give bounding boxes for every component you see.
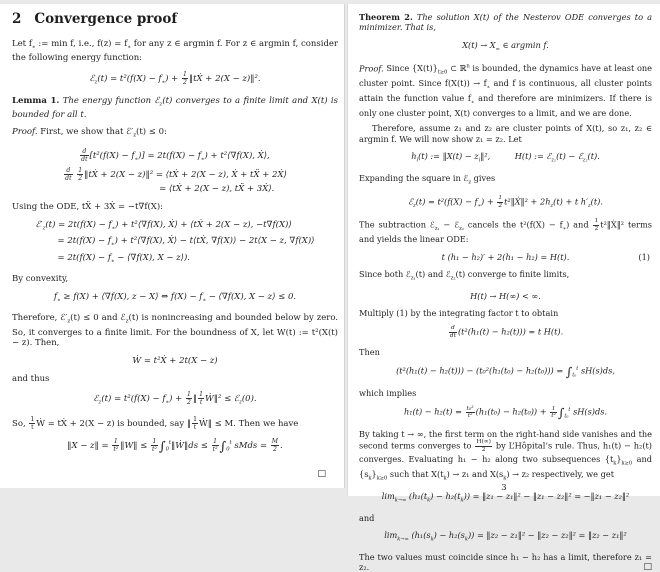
then-paragraph: Then: [359, 346, 380, 357]
taking-limit-paragraph: By taking t → ∞, the first term on the right-hand side vanishes and the second terms converges to $\frac{H(\infty)}{2}$ by L’Hôpital’s rule. Thus, h₁(t) − h₂(t) converges. Evaluating h₁ − h₂ along two subsequences $\{t_k\}_{k\ge 0}$ and $\{s_k\}_{k\ge 0}$ such that $X(t_k) \to z_1$ and $X(s_k) \to z_2$ respectively, we get: [359, 428, 652, 482]
conclusion-text: The two values must coincide since h₁ − h₂ has a limit, therefore z₁ = z₂.: [359, 551, 652, 572]
proof-intro-text: First, we show that $ℰ'_z(t) \le 0$:: [40, 126, 167, 139]
derivative-equations: [63, 148, 287, 195]
proof-paragraph-1: [359, 62, 652, 119]
theorem-label: Theorem 2.: [359, 12, 413, 22]
conclusion-paragraph: [359, 552, 652, 572]
ode-paragraph: Using the ODE, tẌ + 3Ẋ = −t∇f(X):: [12, 202, 164, 213]
expanding-paragraph: Expanding the square in ℰ$_z$ gives: [359, 172, 496, 186]
limit-sk-equation: $\lim_{k\to\infty} (h_1(s_k) - h_2(s_k))$ = ‖z₂ − z₁‖² − ‖z₂ − z₂‖² = ‖z₂ − z₁‖²: [384, 529, 627, 543]
h-limit-equation: H(t) → H(∞) < ∞.: [470, 290, 541, 301]
equation-line: = $2t(f(X) - f_∗$ − ⟨∇f(X), X − z⟩).: [57, 252, 190, 265]
equation-line: = $2t(f(X) - f_∗)$ + t²⟨∇f(X), Ẋ⟩ − t⟨tẊ, ∇f(X)⟩ − 2t⟨X − z, ∇f(X)⟩: [57, 236, 315, 248]
qed-box: □: [643, 562, 652, 572]
therefore-paragraph: Therefore, $ℰ'_z(t) \le 0$ and ℰ$_z$(t) is nonincreasing and bounded below by zero. So, it converges to a finite limit. For the boundness of X, let W(t) := t²(X(t) − z). Then,: [12, 313, 339, 349]
multiply-paragraph: Multiply (1) by the integrating factor t to obtain: [359, 308, 559, 319]
definitions-equation: $h_i(t)$ := ‖X(t) − $z_i‖^2$, H(t) := ℰ$_{z_1}$(t) − ℰ$_{z_2}$(t).: [411, 150, 600, 164]
equation-line: = ⟨tẊ + 2(X − z), tẌ + 3Ẋ⟩.: [159, 184, 275, 195]
subtraction-paragraph: The subtraction ℰ$_{z_1}$ − ℰ$_{z_2}$ cancels the $t^2(f(X) - f_∗)$ and $\frac{1}{2}$ t²‖Ẋ‖² terms and yields the linear ODE:: [359, 218, 652, 245]
energy-function-equation: ℰ$_z$(t) = $t^2(f(X) - f_∗)$ + $\frac{1}{2}$ ‖tẊ + 2(X − z)‖².: [89, 71, 261, 87]
equation-line: $\frac{d}{dt}$ $[t^2(f(X) - f_∗)] = 2t(f(X) - f_∗)$ + t²⟨∇f(X), Ẋ⟩,: [81, 148, 270, 164]
linear-ode-equation: [359, 252, 652, 262]
qed-box: □: [317, 469, 326, 480]
lemma-label: Lemma 1.: [12, 95, 60, 106]
section-heading: [12, 12, 338, 27]
equation-number: (1): [638, 251, 650, 262]
and-thus-paragraph: and thus: [12, 373, 50, 384]
intro-paragraph: Let $f_∗$ := min f, i.e., $f(z) = f_∗$ for any z ∈ argmin f. For z ∈ argmin f, consider the following energy function:: [12, 39, 338, 64]
equation-line: $\frac{d}{dt}$ $\frac{1}{2}$ ‖tẊ + 2(X − z)‖² = ⟨tẊ + 2(X − z), Ẋ + tẌ + 2Ẋ⟩: [65, 167, 287, 183]
lemma-1: [12, 96, 338, 121]
energy-bound-equation: ℰ$_z$(t) = $t^2(f(X) - f_∗)$ + $\frac{1}{2}$ ‖ $\frac{1}{t}$ Ẇ‖² ≤ ℰ$_z$(0).: [93, 391, 257, 407]
integrated-equation: $(t^2(h_1(t) - h_2(t))) - (t_0^2(h_1(t_0) - h_2(t_0))) = \int_{t_0}^t$ sH(s)ds,: [396, 365, 615, 380]
final-bound-equation: ‖X − z‖ = $\frac{1}{\text{t²}}$ ‖W‖ ≤ $\frac{1}{\text{t²}}$ $\int_0^t‖Ẇ‖ds$ ≤ $\frac{1}{\text{t²}}$ $\int_0^t$ sMds = $\frac{M}{2}$ .: [67, 437, 283, 455]
convergence-equation: $X(t) \to X_\infty$ ∈ argmin f.: [462, 39, 549, 53]
h-difference-equation: h₁(t) − h₂(t) = $\frac{\text{t₀²}}{\text{t²}}$ (h₁(t₀) − h₂(t₀)) + $\frac{1}{\text{t²}}$ $\int_{t_0}^t$ sH(s)ds.: [403, 405, 608, 421]
section-number: 2: [12, 11, 22, 27]
proof-label: Proof.: [12, 126, 38, 137]
section-title: Convergence proof: [34, 11, 178, 27]
integrating-factor-equation: $\frac{d}{dt}$ (t²(h₁(t) − h₂(t))) = t H(t).: [449, 325, 564, 340]
theorem-2: [359, 12, 652, 33]
convexity-paragraph: By convexity,: [12, 274, 69, 285]
since-both-paragraph: Since both ℰ$_{z_1}$(t) and ℰ$_{z_2}$(t) converge to finite limits,: [359, 268, 570, 282]
limit-tk-equation: $\lim_{k\to\infty} (h_1(t_k) - h_2(t_k))$ = ‖z₁ − z₁‖² − ‖z₁ − z₂‖² = −‖z₁ − z₂‖²: [381, 490, 630, 504]
w-derivative-equation: Ẇ = t²Ẋ + 2t(X − z): [132, 355, 218, 366]
page-number: 3: [501, 482, 507, 493]
proof-intro: [12, 127, 338, 141]
convexity-equation: $f_∗ \ge f(X)$ + ⟨∇f(X), z − X⟩ ⇔ $f(X) - f_∗$ − ⟨∇f(X), X − z⟩ ≤ 0.: [53, 291, 297, 304]
theorem-text: The solution X(t) of the Nesterov ODE converges to a minimizer. That is,: [359, 12, 652, 33]
energy-derivative-equations: [36, 220, 315, 267]
bounded-paragraph: So, $\frac{1}{t}$ Ẇ = tẊ + 2(X − z) is bounded, say ‖ $\frac{1}{t}$ Ẇ‖ ≤ M. Then we have: [12, 415, 299, 431]
and-paragraph: and: [359, 512, 375, 523]
left-page: [0, 4, 345, 488]
expanded-energy-equation: ℰ$_z$(t) = $t^2(f(X) - f_∗)$ + $\frac{1}{2}$ t²‖Ẋ‖² + $2h_z(t) + t$ $h'_z(t)$.: [408, 194, 603, 209]
equation-line: $ℰ'_z(t) = 2t(f(X) - f_∗)$ + t²⟨∇f(X), Ẋ⟩ + ⟨tẊ + 2(X − z), −t∇f(X)⟩: [35, 219, 292, 232]
proof-paragraph-2: Therefore, assume z₁ and z₂ are cluster points of X(t), so z₁, z₂ ∈ argmin f. We will now show z₁ = z₂. Let: [359, 123, 652, 144]
proof-label: Proof.: [359, 63, 384, 74]
right-page: [347, 4, 660, 572]
equation-body: t (h₁ − h₂)′ + 2(h₁ − h₂) = H(t).: [441, 251, 570, 262]
which-implies-paragraph: which implies: [359, 387, 417, 398]
lemma-text: The energy function ℰ$_z$(t) converges to a finite limit and X(t) is bounded for all t.: [12, 95, 338, 120]
proof-text: Since $\{X(t)\}_{t\ge 0}$ ⊂ ℝ$^n$ is bounded, the dynamics have at least one cluster point. Since $f(X(t)) \to f_∗$ and f is continuous, all cluster points attain the function value $f_∗$ and therefore are minimizers. If there is only one cluster point, X(t) converges to a limit, and we are done.: [359, 63, 652, 119]
